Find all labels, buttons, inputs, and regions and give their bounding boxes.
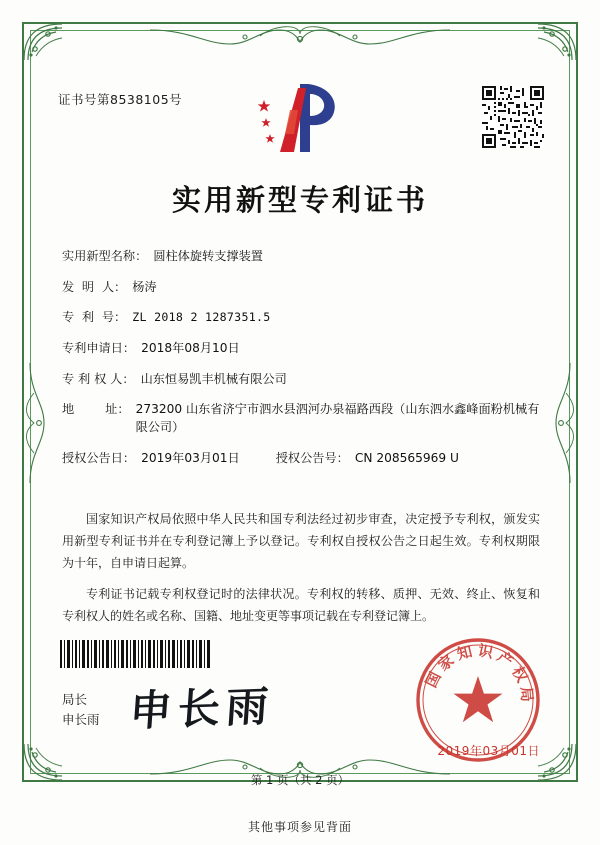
seal-date: 2019年03月01日 (437, 744, 540, 758)
qr-code-icon (482, 86, 544, 148)
patentee-value: 山东恒易凯丰机械有限公司 (140, 371, 287, 386)
field-patent-number (62, 309, 540, 327)
application-date-value: 2018年08月10日 (141, 341, 240, 356)
inventor-value: 杨涛 (132, 279, 157, 294)
signature-block (62, 690, 100, 730)
page-title: 实用新型专利证书 (171, 183, 428, 217)
handwritten-signature: 申长雨 (127, 681, 276, 736)
border-flourish-left (22, 363, 48, 483)
application-date-label: 专利申请日： (62, 341, 136, 356)
grant-number-value: CN 208565969 U (354, 450, 459, 465)
grant-date-value: 2019年03月01日 (141, 450, 240, 465)
utility-model-name-value: 圆柱体旋转支撑装置 (153, 249, 263, 263)
svg-text:国家知识产权局: 国家知识产权局 (421, 641, 537, 707)
field-address (62, 401, 540, 436)
inventor-label: 发 明 人： (62, 279, 127, 294)
field-patentee (62, 371, 540, 389)
field-grant-row (62, 450, 540, 468)
director-name-label: 申长雨 (62, 712, 100, 727)
address-label: 地 址： (62, 402, 130, 417)
grant-number-label: 授权公告号： (275, 450, 349, 465)
utility-model-name-label: 实用新型名称： (62, 249, 148, 263)
address-value: 273200 山东省济宁市泗水县泗河办泉福路西段（山东泗水鑫峰面粉机械有限公司） (135, 402, 540, 435)
field-list (62, 248, 540, 481)
cnipa-logo-icon (254, 80, 346, 158)
certificate-number: 证书号第8538105号 (58, 92, 183, 107)
grant-date-label: 授权公告日： (62, 450, 136, 465)
barcode-icon (60, 640, 210, 668)
page-number: 第 1 页（共 2 页） (250, 773, 350, 787)
field-grant-number (276, 450, 459, 468)
field-inventor (62, 279, 540, 297)
legal-paragraph-1: 国家知识产权局依照中华人民共和国专利法经过初步审查，决定授予专利权，颁发实用新型专利证书并在专利登记簿上予以登记。专利权自授权公告之日起生效。专利权期限为十年，自申请日起算。 (62, 512, 540, 571)
border-flourish-top (150, 22, 450, 52)
field-grant-date (62, 450, 240, 468)
patentee-label: 专 利 权 人： (62, 371, 135, 386)
patent-number-value: ZL 2018 2 1287351.5 (132, 310, 271, 325)
field-application-date (62, 340, 540, 358)
director-title-label: 局长 (62, 692, 88, 707)
border-flourish-right (552, 363, 578, 483)
patent-number-label: 专 利 号： (62, 310, 127, 325)
legal-text (62, 508, 540, 635)
legal-paragraph-2: 专利证书记载专利权登记时的法律状况。专利权的转移、质押、无效、终止、恢复和专利权人的姓名或名称、国籍、地址变更等事项记载在专利登记簿上。 (62, 586, 540, 623)
field-utility-model-name (62, 248, 540, 266)
back-side-note: 其他事项参见背面 (247, 820, 352, 834)
